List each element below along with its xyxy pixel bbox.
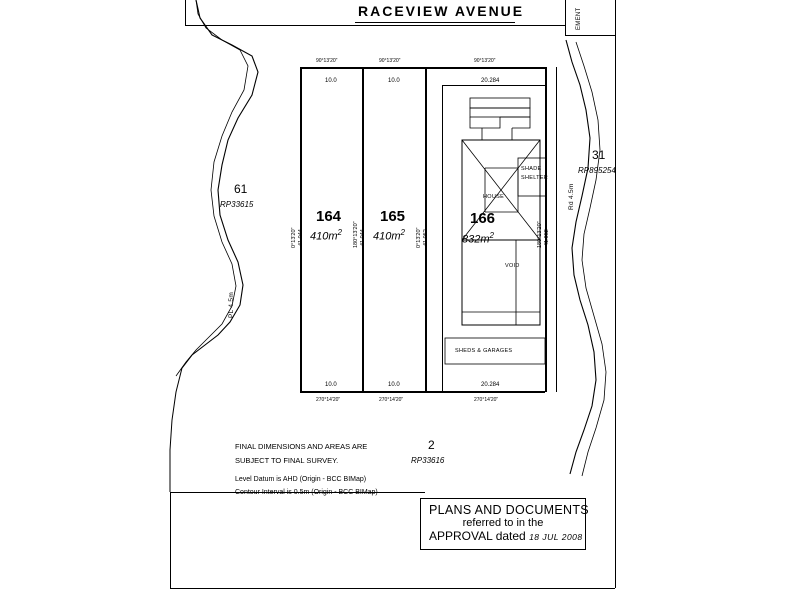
survey-notes-line1: FINAL DIMENSIONS AND AREAS ARE (235, 442, 368, 451)
dim-top-166: 20.284 (481, 78, 500, 84)
lot-number-165: 165 (380, 208, 406, 225)
road-label-west: PL 4.5m (228, 291, 235, 318)
bearing-bottom-164: 270°14'20" (316, 397, 341, 403)
label-void: VOID (505, 263, 520, 269)
neighbour-31-number: 31 (592, 148, 606, 162)
dim-164-165-bearing: 180°13'20" (353, 221, 359, 248)
street-name-label: RACEVIEW AVENUE (358, 3, 525, 19)
lot-area-164-sup: 2 (337, 228, 342, 237)
survey-notes-line2: SUBJECT TO FINAL SURVEY. (235, 456, 339, 466)
approval-stamp-line3-text: APPROVAL dated (429, 529, 526, 543)
lot-area-164-value: 410m (310, 230, 338, 243)
dim-bottom-164: 10.0 (325, 382, 337, 388)
survey-notes-line4: Contour Interval is 0.5m (Origin - BCC BIMap) (235, 488, 378, 496)
road-label-east: Rd 4.5m (568, 183, 575, 210)
lot-number-164: 164 (316, 208, 342, 225)
dim-east-166-value: 41.052 (544, 229, 550, 246)
neighbour-61-number: 61 (234, 182, 248, 196)
dim-top-165: 10.0 (388, 78, 400, 84)
dim-east-166-bearing: 180°13'20" (537, 221, 543, 248)
survey-notes-line3: Level Datum is AHD (Origin - BCC BIMap) (235, 475, 367, 483)
label-sheds-garages: SHEDS & GARAGES (455, 348, 513, 354)
lot-number-166: 166 (470, 210, 496, 227)
approval-stamp-line2: referred to in the (462, 517, 544, 529)
approval-stamp-line1: PLANS AND DOCUMENTS (429, 503, 589, 517)
neighbour-61-plan: RP33615 (220, 200, 254, 209)
approval-stamp-line3 (429, 529, 583, 543)
dim-165-166-value: 41.052 (423, 229, 429, 246)
lot-area-166-sup: 2 (489, 231, 494, 240)
dim-west-164-value: 41.044 (298, 229, 304, 246)
bearing-top-166: 90°13'20" (474, 58, 496, 64)
dim-164-165-value: 41.044 (360, 229, 366, 246)
dim-bottom-166: 20.284 (481, 382, 500, 388)
bearing-bottom-166: 270°14'20" (474, 397, 499, 403)
neighbour-2-plan: RP33616 (411, 456, 445, 465)
bearing-top-165: 90°13'20" (379, 58, 401, 64)
dim-bottom-165: 10.0 (388, 382, 400, 388)
dim-165-166-bearing: 0°13'20" (416, 227, 422, 248)
survey-notes (235, 440, 378, 499)
bearing-bottom-165: 270°14'20" (379, 397, 404, 403)
bearing-top-164: 90°13'20" (316, 58, 338, 64)
lot-area-166-value: 832m (462, 233, 490, 246)
neighbour-31-plan: RP895254 (578, 166, 616, 175)
dim-top-164: 10.0 (325, 78, 337, 84)
lot-area-165-value: 410m (373, 230, 401, 243)
label-house: HOUSE (483, 194, 505, 200)
approval-stamp-date: 18 JUL 2008 (529, 532, 583, 542)
lot-area-165-sup: 2 (400, 228, 405, 237)
dim-west-164-bearing: 0°13'20" (291, 227, 297, 248)
edge-label-easement: EMENT (576, 7, 582, 30)
approval-stamp (420, 498, 589, 550)
neighbour-2-number: 2 (428, 438, 435, 452)
label-shade-shelter: SHADE SHELTER (521, 166, 549, 181)
